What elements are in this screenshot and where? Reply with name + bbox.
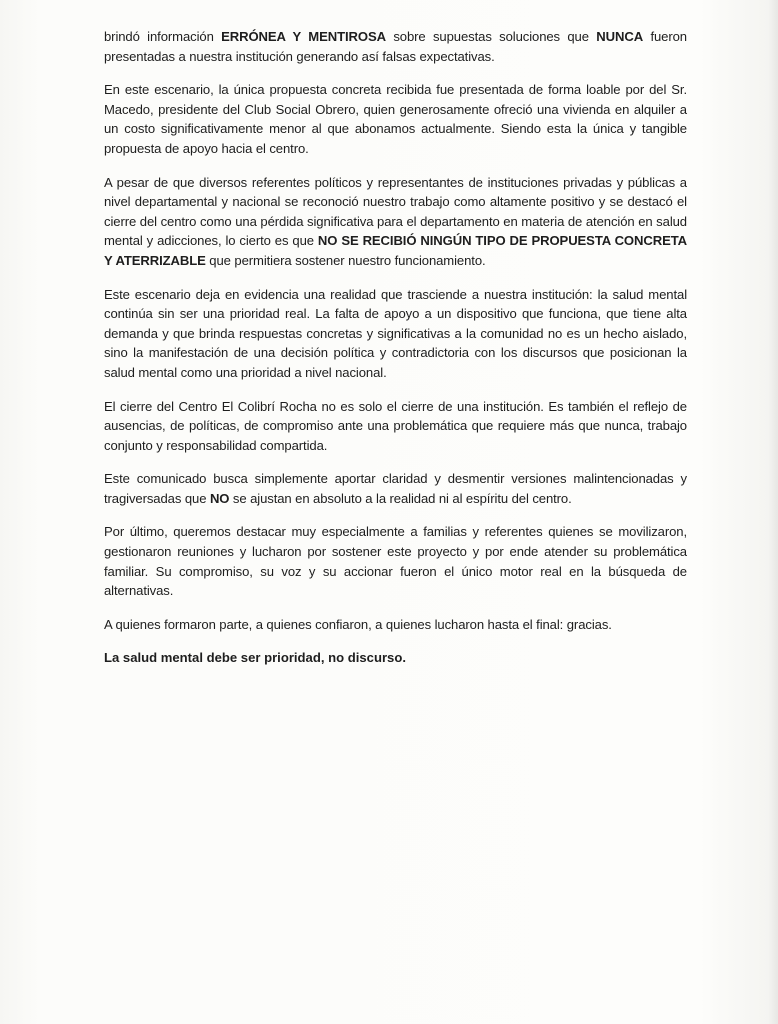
paragraph-only-proposal: En este escenario, la única propuesta concreta recibida fue presentada de forma loable por del Sr. Macedo, presidente del Club Social Obrero, quien generosamente ofreció una vivienda en alquiler a un costo significativamente menor al que abonamos actualmente. Siendo esta la única y tangible propuesta de apoyo hacia el centro. xyxy=(104,82,687,156)
paragraph-text: brindó información xyxy=(104,29,222,44)
document-body xyxy=(104,27,687,668)
paragraph-political-referents xyxy=(104,173,687,271)
emphasis-erronea-mentirosa: ERRÓNEA Y MENTIROSA xyxy=(221,29,386,44)
page-edge-shadow xyxy=(768,0,778,1024)
closing-statement: La salud mental debe ser prioridad, no discurso. xyxy=(104,650,406,666)
emphasis-no: NO xyxy=(209,490,230,506)
paragraph-text: sobre supuestas soluciones que xyxy=(385,29,597,44)
paragraph-erroneous-information xyxy=(104,27,687,66)
paragraph-text: que permitiera sostener nuestro funcionamiento. xyxy=(205,252,486,268)
paragraph-text: se ajustan en absoluto a la realidad ni al espíritu del centro. xyxy=(229,490,572,506)
paragraph-gratitude: A quienes formaron parte, a quienes confiaron, a quienes lucharon hasta el final: gracias. xyxy=(104,616,612,632)
emphasis-nunca: NUNCA xyxy=(596,29,644,44)
paragraph-mental-health-reality: Este escenario deja en evidencia una realidad que trasciende a nuestra institución: la salud mental continúa sin ser una prioridad real. La falta de apoyo a un dispositivo que funciona, que tiene alta demanda y que brinda respuestas concretas y significativas a la comunidad no es un hecho aislado, sino la manifestación de una decisión política y contradictoria con los discursos que posicionan la salud mental como una prioridad a nivel nacional. xyxy=(104,286,687,380)
paragraph-text: A pesar de que diversos referentes políticos y representantes de instituciones privadas y públicas a nivel departamental y nacional se reconoció nuestro trabajo como altamente positivo y se destacó el cierre del centro como una pérdida significativa para el departamento en materia de atención en salud mental y adicciones, lo cierto es que xyxy=(104,174,687,249)
paragraph-text: Este comunicado busca simplemente aportar claridad y desmentir versiones malintencionadas y tragiversadas que xyxy=(104,471,687,506)
paragraph-text: fueron presentadas a nuestra institución generando así falsas expectativas. xyxy=(104,29,687,64)
paragraph-communique-purpose xyxy=(104,469,687,508)
paragraph-families-thanks: Por último, queremos destacar muy especialmente a familias y referentes quienes se movilizaron, gestionaron reuniones y lucharon por sostener este proyecto y por ende atender su problemática familiar. Su compromiso, su voz y su accionar fueron el único motor real en la búsqueda de alternativas. xyxy=(104,524,687,599)
emphasis-no-proposal: NO SE RECIBIÓ NINGÚN TIPO DE PROPUESTA CONCRETA Y ATERRIZABLE xyxy=(104,233,688,268)
paragraph-center-closure: El cierre del Centro El Colibrí Rocha no es solo el cierre de una institución. Es también el reflejo de ausencias, de políticas, de compromiso ante una problemática que requiere más que nunca, trabajo conjunto y responsabilidad compartida. xyxy=(104,398,687,453)
